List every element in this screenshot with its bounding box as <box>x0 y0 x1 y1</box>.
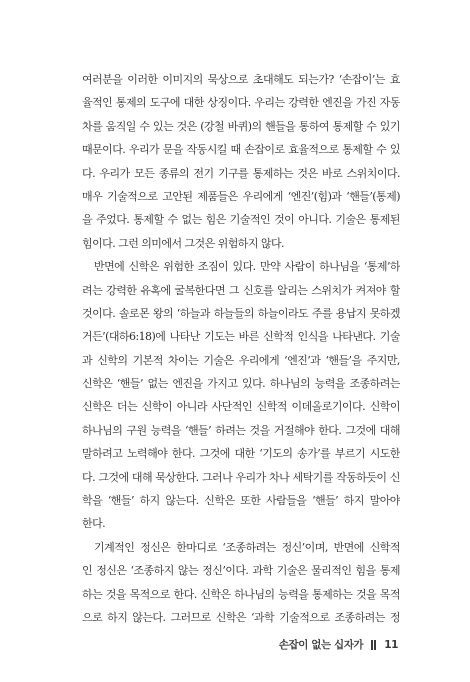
text-line: 거든’(대하6:18)에 나타난 기도는 바른 신학적 인식을 나타낸다. 기술 <box>82 330 400 344</box>
page-number: 11 <box>384 638 398 651</box>
text-line: 율적인 통제의 도구에 대한 상징이다. 우리는 강력한 엔진을 가진 자동 <box>82 96 400 110</box>
text-line: 신학은 더는 신학이 아니라 사단적인 신학적 이데올로기이다. 신학이 <box>82 400 400 414</box>
text-line: 때문이다. 우리가 문을 작동시킬 때 손잡이로 효율적으로 통제할 수 있 <box>82 143 400 157</box>
running-footer <box>279 637 398 652</box>
text-line: 하는 것을 목적으로 한다. 신학은 하나님의 능력을 통제하는 것을 목적 <box>82 587 400 601</box>
text-line: 으로 하지 않는다. 그러므로 신학은 ‘과학 기술적으로 조종하려는 정 <box>82 610 400 624</box>
text-line: 말하려고 노력해야 한다. 그것에 대한 ‘기도의 송가’를 부르기 시도한 <box>82 447 400 461</box>
text-line: 여러분을 이러한 이미지의 묵상으로 초대해도 되는가? ‘손잡이’는 효 <box>82 73 400 86</box>
text-line: 한다. <box>82 517 106 531</box>
footer-separator-icon <box>371 640 376 650</box>
text-line: 다. 그것에 대해 묵상한다. 그러나 우리가 차나 세탁기를 작동하듯이 신 <box>82 470 400 484</box>
text-line: 힘이다. 그런 의미에서 그것은 위험하지 않다. <box>82 236 284 250</box>
footer-book-title: 손잡이 없는 십자가 <box>278 639 364 651</box>
body-text <box>82 68 400 629</box>
text-line: 과 신학의 기본적 차이는 기술은 우리에게 ‘엔진’과 ‘핸들’을 주지만, <box>82 353 400 367</box>
text-line: 다. 우리가 모든 종류의 전기 기구를 통제하는 것은 바로 스위치이다. <box>82 166 400 180</box>
text-line: 매우 기술적으로 고안된 제품들은 우리에게 ‘엔진’(힘)과 ‘핸들’(통제) <box>82 189 400 203</box>
text-line: 하나님의 구원 능력을 ‘핸들’ 하려는 것을 거절해야 한다. 그것에 대해 <box>82 423 400 437</box>
text-line: 것이다. 솔로몬 왕의 ‘하늘과 하늘들의 하늘이라도 주를 용납지 못하겠 <box>82 306 400 320</box>
text-line: 려는 강력한 유혹에 굴복한다면 그 신호를 알리는 스위치가 켜져야 할 <box>82 283 400 297</box>
text-line: 인 정신은 ‘조종하지 않는 정신’이다. 과학 기술은 물리적인 힘을 통제 <box>82 564 400 578</box>
text-line: 기계적인 정신은 한마디로 ‘조종하려는 정신’이며, 반면에 신학적 <box>94 540 400 554</box>
text-line: 반면에 신학은 위험한 조짐이 있다. 만약 사람이 하나님을 ‘통제’하 <box>94 260 400 274</box>
text-line: 학을 ‘핸들’ 하지 않는다. 신학은 또한 사람들을 ‘핸들’ 하지 말아야 <box>82 494 400 508</box>
text-line: 신학은 ‘핸들’ 없는 엔진을 가지고 있다. 하나님의 능력을 조종하려는 <box>82 377 400 391</box>
text-line: 차를 움직일 수 있는 것은 (강철 바퀴)의 핸들을 통하여 통제할 수 있기 <box>82 119 400 133</box>
text-line: 을 주었다. 통제할 수 없는 힘은 기술적인 것이 아니다. 기술은 통제된 <box>82 213 400 227</box>
